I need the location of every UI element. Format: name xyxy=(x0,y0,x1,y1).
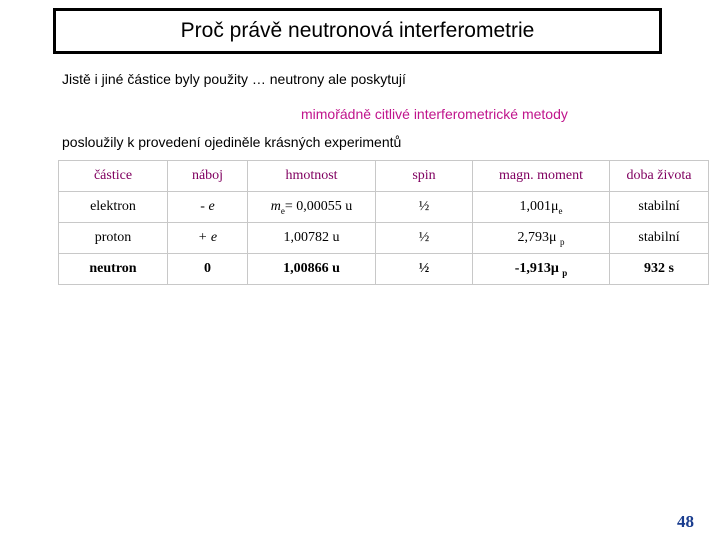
experiments-line: posloužily k provedení ojediněle krásných experimentů xyxy=(62,134,402,150)
cell-mass: 1,00782 u xyxy=(248,223,376,254)
cell-spin: ½ xyxy=(376,223,473,254)
highlight-line: mimořádně citlivé interferometrické metody xyxy=(301,106,568,122)
cell-moment xyxy=(473,254,610,285)
header-mass: hmotnost xyxy=(248,161,376,192)
page-number: 48 xyxy=(677,512,694,531)
mass-value: = 0,00055 u xyxy=(284,198,353,214)
mass-subscript: e xyxy=(280,205,285,216)
header-magnetic-moment: magn. moment xyxy=(473,161,610,192)
header-lifetime: doba života xyxy=(610,161,709,192)
cell-lifetime: stabilní xyxy=(610,223,709,254)
cell-particle: proton xyxy=(59,223,168,254)
table-row-electron xyxy=(59,192,709,223)
moment-subscript: p xyxy=(562,267,568,278)
cell-spin: ½ xyxy=(376,192,473,223)
header-charge: náboj xyxy=(168,161,248,192)
moment-subscript: p xyxy=(560,236,565,247)
cell-moment xyxy=(473,192,610,223)
cell-mass xyxy=(248,192,376,223)
table-row-proton xyxy=(59,223,709,254)
moment-subscript: e xyxy=(558,205,563,216)
cell-lifetime: 932 s xyxy=(610,254,709,285)
slide-title-box xyxy=(53,8,662,54)
cell-spin: ½ xyxy=(376,254,473,285)
header-spin: spin xyxy=(376,161,473,192)
moment-value: -1,913μ xyxy=(514,260,559,276)
header-particle: částice xyxy=(59,161,168,192)
cell-moment xyxy=(473,223,610,254)
table-header-row xyxy=(59,161,709,192)
charge-value: - e xyxy=(200,199,215,214)
cell-particle: neutron xyxy=(59,254,168,285)
charge-value: + e xyxy=(197,230,218,245)
table-row-neutron xyxy=(59,254,709,285)
particle-table xyxy=(58,160,709,285)
moment-value: 2,793μ xyxy=(517,229,557,245)
cell-particle: elektron xyxy=(59,192,168,223)
cell-charge: 0 xyxy=(168,254,248,285)
moment-value: 1,001μ xyxy=(519,198,559,214)
cell-mass: 1,00866 u xyxy=(248,254,376,285)
mass-symbol: m xyxy=(270,198,281,214)
slide-title: Proč právě neutronová interferometrie xyxy=(180,19,535,42)
cell-charge xyxy=(168,223,248,254)
cell-lifetime: stabilní xyxy=(610,192,709,223)
intro-line: Jistě i jiné částice byly použity … neutrony ale poskytují xyxy=(62,71,406,87)
cell-charge xyxy=(168,192,248,223)
